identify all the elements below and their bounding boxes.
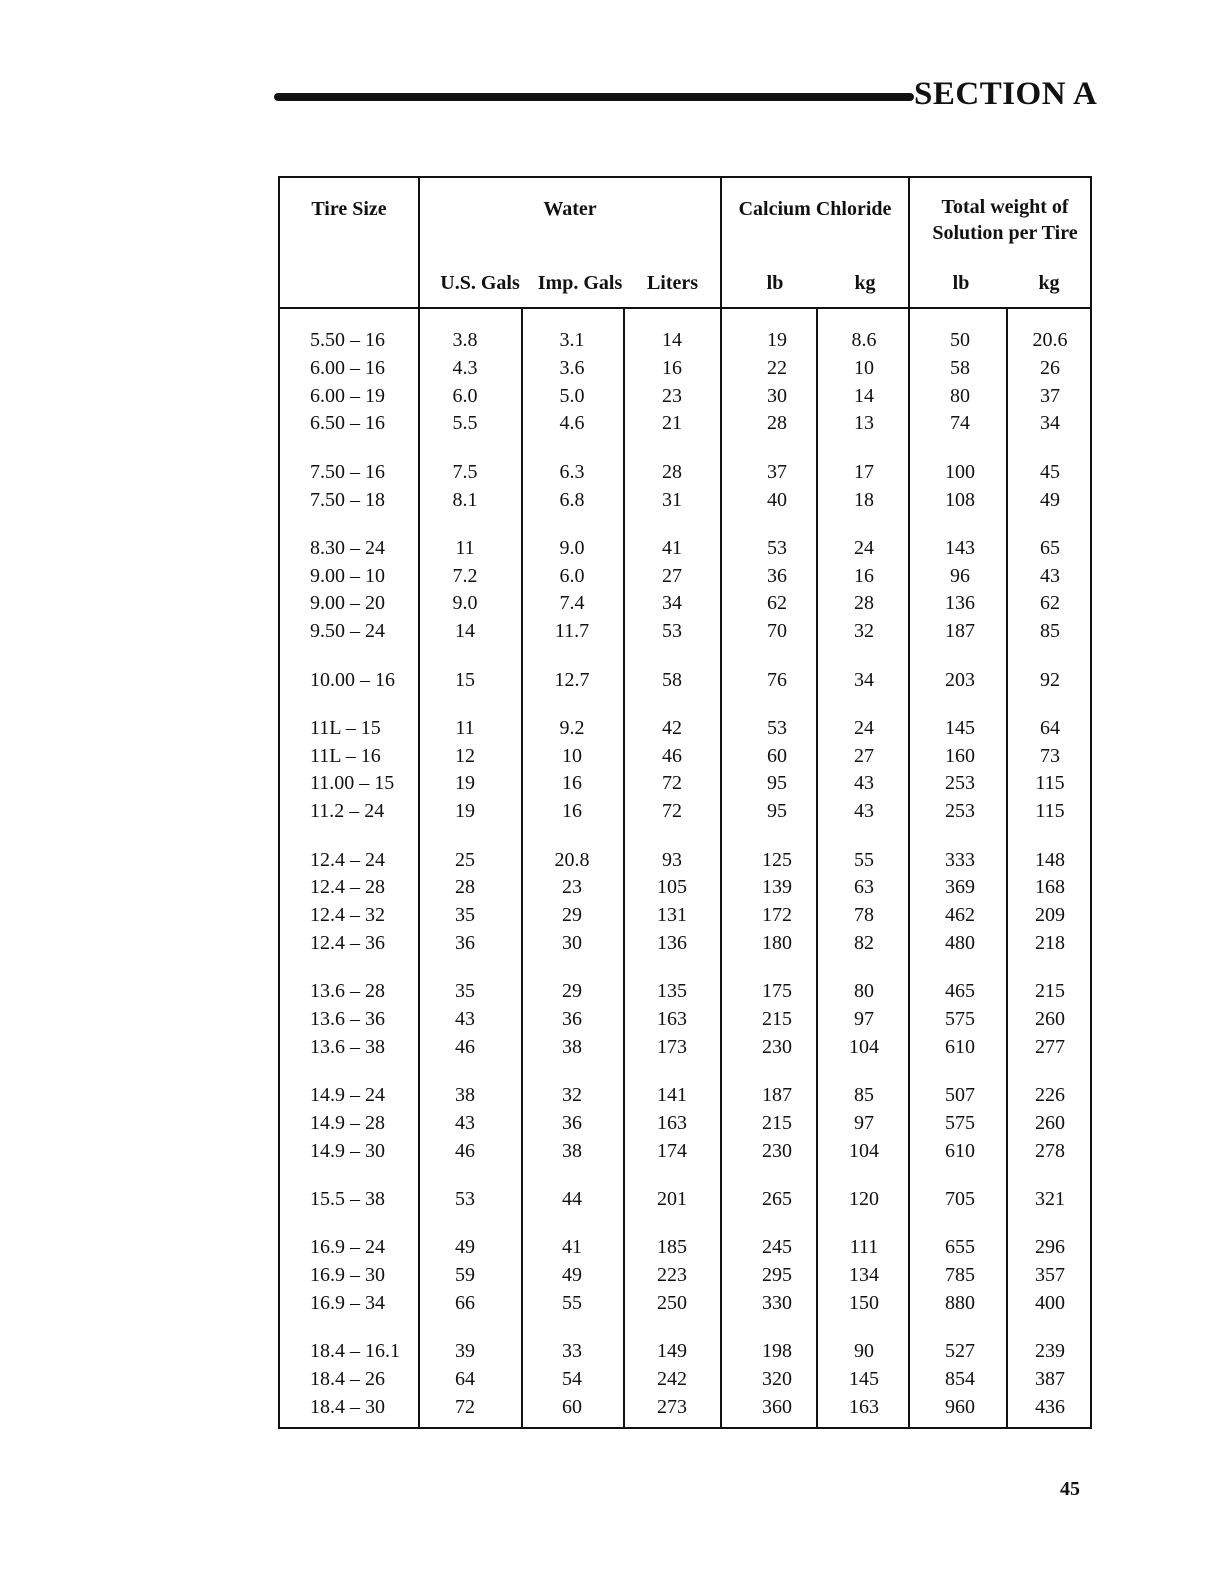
cc-kg-cell: 97 (854, 1008, 874, 1030)
us-gals-cell: 11 (455, 536, 475, 559)
cc-lb-cell: 30 (767, 384, 787, 407)
cc-lb-cell: 95 (767, 800, 787, 823)
imp-gals-cell: 3.6 (559, 356, 585, 379)
liters-cell: 41 (662, 536, 682, 559)
cc-kg-cell: 18 (854, 488, 874, 511)
tire-size-cell: 16.9 – 24 (310, 1236, 385, 1259)
liters-cell: 105 (657, 876, 687, 899)
liters-cell: 27 (662, 564, 682, 587)
cc-kg-cell: 145 (849, 1368, 879, 1390)
us-gals-cell: 3.8 (452, 329, 478, 351)
tw-lb-cell: 369 (945, 876, 975, 899)
imp-gals-cell: 9.2 (559, 716, 585, 739)
tire-size-cell: 18.4 – 30 (310, 1395, 385, 1418)
cc-kg-cell: 150 (849, 1291, 879, 1314)
cc-lb-cell: 28 (767, 412, 787, 435)
us-gals-cell: 72 (455, 1395, 475, 1418)
header-calcium-chloride: Calcium Chloride (738, 198, 892, 220)
us-gals-cell: 49 (455, 1236, 475, 1259)
cc-lb-cell: 36 (767, 564, 787, 587)
cc-lb-cell: 330 (762, 1291, 792, 1314)
cc-kg-cell: 8.6 (851, 329, 877, 351)
tw-lb-cell: 58 (950, 356, 970, 379)
cc-lb-cell: 180 (762, 931, 792, 954)
column-divider (908, 178, 910, 1427)
imp-gals-cell: 11.7 (554, 620, 590, 643)
tire-size-cell: 6.00 – 19 (310, 384, 385, 407)
tw-lb-cell: 96 (950, 564, 970, 587)
tire-size-cell: 7.50 – 18 (310, 488, 385, 511)
liters-cell: 93 (662, 848, 682, 871)
cc-lb-cell: 37 (767, 460, 787, 483)
tire-size-cell: 9.00 – 20 (310, 592, 385, 615)
tw-kg-cell: 37 (1040, 384, 1060, 407)
tw-lb-cell: 333 (945, 848, 975, 871)
tire-size-cell: 14.9 – 30 (310, 1139, 385, 1162)
header-cc-kg: kg (854, 272, 876, 294)
imp-gals-cell: 44 (562, 1188, 582, 1210)
tire-size-cell: 9.00 – 10 (310, 564, 385, 587)
liters-cell: 135 (657, 980, 687, 1003)
column-divider (521, 309, 523, 1427)
tire-size-cell: 9.50 – 24 (310, 620, 385, 643)
cc-lb-cell: 125 (762, 848, 792, 871)
cc-lb-cell: 53 (767, 536, 787, 559)
liters-cell: 149 (657, 1340, 687, 1363)
liters-cell: 42 (662, 716, 682, 739)
cc-lb-cell: 230 (762, 1139, 792, 1162)
liters-cell: 72 (662, 800, 682, 823)
cc-kg-cell: 97 (854, 1111, 874, 1134)
cc-lb-cell: 40 (767, 488, 787, 511)
us-gals-cell: 5.5 (452, 412, 478, 435)
tire-size-cell: 11L – 16 (310, 744, 381, 767)
us-gals-cell: 15 (455, 668, 475, 691)
liters-cell: 28 (662, 460, 682, 483)
cc-kg-cell: 85 (854, 1084, 874, 1107)
tire-size-cell: 18.4 – 16.1 (310, 1340, 400, 1363)
tire-size-cell: 15.5 – 38 (310, 1188, 385, 1210)
liters-cell: 23 (662, 384, 682, 407)
cc-kg-cell: 63 (854, 876, 874, 899)
tire-size-cell: 14.9 – 24 (310, 1084, 385, 1107)
tire-size-cell: 5.50 – 16 (310, 329, 385, 351)
header-tw-kg: kg (1038, 272, 1060, 294)
tw-lb-cell: 80 (950, 384, 970, 407)
tw-kg-cell: 278 (1035, 1139, 1065, 1162)
imp-gals-cell: 12.7 (554, 668, 590, 691)
tw-lb-cell: 880 (945, 1291, 975, 1314)
liters-cell: 174 (657, 1139, 687, 1162)
cc-lb-cell: 19 (767, 329, 787, 351)
tw-kg-cell: 209 (1035, 904, 1065, 927)
tw-lb-cell: 253 (945, 772, 975, 795)
imp-gals-cell: 20.8 (554, 848, 590, 871)
tw-kg-cell: 73 (1040, 744, 1060, 767)
liters-cell: 136 (657, 931, 687, 954)
imp-gals-cell: 60 (562, 1395, 582, 1418)
column-divider (623, 309, 625, 1427)
liters-cell: 72 (662, 772, 682, 795)
tire-size-cell: 6.50 – 16 (310, 412, 385, 435)
cc-kg-cell: 10 (854, 356, 874, 379)
tire-size-cell: 11.2 – 24 (310, 800, 385, 823)
tw-kg-cell: 296 (1035, 1236, 1065, 1259)
us-gals-cell: 35 (455, 980, 475, 1003)
tire-size-cell: 7.50 – 16 (310, 460, 385, 483)
cc-lb-cell: 360 (762, 1395, 792, 1418)
tw-kg-cell: 148 (1035, 848, 1065, 871)
cc-kg-cell: 28 (854, 592, 874, 615)
tw-kg-cell: 321 (1035, 1188, 1065, 1210)
cc-lb-cell: 76 (767, 668, 787, 691)
liters-cell: 58 (662, 668, 682, 691)
tw-kg-cell: 64 (1040, 716, 1060, 739)
tw-kg-cell: 20.6 (1032, 329, 1068, 351)
tw-lb-cell: 655 (945, 1236, 975, 1259)
imp-gals-cell: 23 (562, 876, 582, 899)
liters-cell: 53 (662, 620, 682, 643)
header-cc-lb: lb (766, 272, 784, 294)
imp-gals-cell: 3.1 (559, 329, 585, 351)
us-gals-cell: 64 (455, 1368, 475, 1390)
cc-kg-cell: 80 (854, 980, 874, 1003)
us-gals-cell: 6.0 (452, 384, 478, 407)
tw-lb-cell: 705 (945, 1188, 975, 1210)
cc-kg-cell: 24 (854, 536, 874, 559)
us-gals-cell: 59 (455, 1264, 475, 1287)
liters-cell: 21 (662, 412, 682, 435)
cc-kg-cell: 104 (849, 1035, 879, 1058)
liters-cell: 173 (657, 1035, 687, 1058)
tw-kg-cell: 115 (1035, 800, 1065, 823)
tw-kg-cell: 43 (1040, 564, 1060, 587)
imp-gals-cell: 29 (562, 980, 582, 1003)
cc-lb-cell: 295 (762, 1264, 792, 1287)
tw-lb-cell: 610 (945, 1035, 975, 1058)
tire-size-cell: 6.00 – 16 (310, 356, 385, 379)
tw-lb-cell: 527 (945, 1340, 975, 1363)
cc-kg-cell: 111 (849, 1236, 879, 1259)
liters-cell: 163 (657, 1008, 687, 1030)
tw-lb-cell: 100 (945, 460, 975, 483)
tw-kg-cell: 400 (1035, 1291, 1065, 1314)
us-gals-cell: 12 (455, 744, 475, 767)
tw-lb-cell: 575 (945, 1111, 975, 1134)
column-divider (720, 178, 722, 1427)
imp-gals-cell: 5.0 (559, 384, 585, 407)
cc-lb-cell: 320 (762, 1368, 792, 1390)
header-rule (274, 93, 914, 101)
liters-cell: 273 (657, 1395, 687, 1418)
liters-cell: 185 (657, 1236, 687, 1259)
imp-gals-cell: 33 (562, 1340, 582, 1363)
header-imp-gals: Imp. Gals (537, 272, 623, 294)
header-liters: Liters (646, 272, 699, 294)
cc-lb-cell: 245 (762, 1236, 792, 1259)
liters-cell: 31 (662, 488, 682, 511)
tw-lb-cell: 854 (945, 1368, 975, 1390)
imp-gals-cell: 29 (562, 904, 582, 927)
cc-kg-cell: 104 (849, 1139, 879, 1162)
tw-kg-cell: 62 (1040, 592, 1060, 615)
imp-gals-cell: 30 (562, 931, 582, 954)
us-gals-cell: 11 (455, 716, 475, 739)
cc-lb-cell: 95 (767, 772, 787, 795)
tw-lb-cell: 108 (945, 488, 975, 511)
us-gals-cell: 39 (455, 1340, 475, 1363)
tw-lb-cell: 462 (945, 904, 975, 927)
liters-cell: 250 (657, 1291, 687, 1314)
us-gals-cell: 7.2 (452, 564, 478, 587)
us-gals-cell: 8.1 (452, 488, 478, 511)
tw-kg-cell: 239 (1035, 1340, 1065, 1363)
tw-kg-cell: 34 (1040, 412, 1060, 435)
tw-lb-cell: 136 (945, 592, 975, 615)
cc-kg-cell: 27 (854, 744, 874, 767)
imp-gals-cell: 6.3 (559, 460, 585, 483)
us-gals-cell: 9.0 (452, 592, 478, 615)
tw-lb-cell: 253 (945, 800, 975, 823)
cc-kg-cell: 34 (854, 668, 874, 691)
tw-kg-cell: 387 (1035, 1368, 1065, 1390)
cc-lb-cell: 62 (767, 592, 787, 615)
header-tw-lb: lb (952, 272, 970, 294)
cc-kg-cell: 134 (849, 1264, 879, 1287)
tire-size-cell: 12.4 – 32 (310, 904, 385, 927)
tire-size-cell: 13.6 – 28 (310, 980, 385, 1003)
us-gals-cell: 46 (455, 1035, 475, 1058)
cc-lb-cell: 172 (762, 904, 792, 927)
tw-kg-cell: 357 (1035, 1264, 1065, 1287)
tw-kg-cell: 218 (1035, 931, 1065, 954)
section-title: SECTION A (914, 76, 1098, 112)
cc-lb-cell: 198 (762, 1340, 792, 1363)
cc-kg-cell: 17 (854, 460, 874, 483)
tw-kg-cell: 26 (1040, 356, 1060, 379)
tw-kg-cell: 45 (1040, 460, 1060, 483)
liters-cell: 201 (657, 1188, 687, 1210)
tw-kg-cell: 436 (1035, 1395, 1065, 1418)
liters-cell: 34 (662, 592, 682, 615)
imp-gals-cell: 16 (562, 800, 582, 823)
imp-gals-cell: 16 (562, 772, 582, 795)
cc-kg-cell: 43 (854, 800, 874, 823)
tire-size-cell: 12.4 – 24 (310, 848, 385, 871)
imp-gals-cell: 36 (562, 1008, 582, 1030)
tire-size-cell: 10.00 – 16 (310, 668, 395, 691)
imp-gals-cell: 9.0 (559, 536, 585, 559)
cc-kg-cell: 13 (854, 412, 874, 435)
us-gals-cell: 43 (455, 1008, 475, 1030)
liters-cell: 223 (657, 1264, 687, 1287)
cc-lb-cell: 230 (762, 1035, 792, 1058)
us-gals-cell: 25 (455, 848, 475, 871)
cc-kg-cell: 24 (854, 716, 874, 739)
imp-gals-cell: 54 (562, 1368, 582, 1390)
cc-lb-cell: 53 (767, 716, 787, 739)
cc-kg-cell: 55 (854, 848, 874, 871)
us-gals-cell: 19 (455, 772, 475, 795)
tw-lb-cell: 50 (950, 329, 970, 351)
imp-gals-cell: 38 (562, 1139, 582, 1162)
tw-lb-cell: 465 (945, 980, 975, 1003)
tw-lb-cell: 187 (945, 620, 975, 643)
cc-lb-cell: 215 (762, 1008, 792, 1030)
tw-lb-cell: 785 (945, 1264, 975, 1287)
us-gals-cell: 4.3 (452, 356, 478, 379)
us-gals-cell: 53 (455, 1188, 475, 1210)
cc-kg-cell: 120 (849, 1188, 879, 1210)
cc-lb-cell: 139 (762, 876, 792, 899)
tw-lb-cell: 480 (945, 931, 975, 954)
column-divider (1006, 309, 1008, 1427)
tw-kg-cell: 277 (1035, 1035, 1065, 1058)
tw-lb-cell: 74 (950, 412, 970, 435)
cc-kg-cell: 43 (854, 772, 874, 795)
tw-lb-cell: 960 (945, 1395, 975, 1418)
header-tire-size: Tire Size (311, 198, 387, 220)
cc-lb-cell: 70 (767, 620, 787, 643)
us-gals-cell: 66 (455, 1291, 475, 1314)
imp-gals-cell: 36 (562, 1111, 582, 1134)
imp-gals-cell: 38 (562, 1035, 582, 1058)
cc-lb-cell: 175 (762, 980, 792, 1003)
cc-kg-cell: 82 (854, 931, 874, 954)
tire-size-cell: 12.4 – 36 (310, 931, 385, 954)
cc-kg-cell: 14 (854, 384, 874, 407)
tw-lb-cell: 143 (945, 536, 975, 559)
cc-lb-cell: 187 (762, 1084, 792, 1107)
liters-cell: 131 (657, 904, 687, 927)
tw-kg-cell: 215 (1035, 980, 1065, 1003)
tire-size-cell: 18.4 – 26 (310, 1368, 385, 1390)
tw-lb-cell: 203 (945, 668, 975, 691)
us-gals-cell: 46 (455, 1139, 475, 1162)
cc-lb-cell: 265 (762, 1188, 792, 1210)
cc-kg-cell: 90 (854, 1340, 874, 1363)
imp-gals-cell: 41 (562, 1236, 582, 1259)
page-number: 45 (1060, 1478, 1080, 1500)
imp-gals-cell: 49 (562, 1264, 582, 1287)
tw-lb-cell: 610 (945, 1139, 975, 1162)
us-gals-cell: 28 (455, 876, 475, 899)
tw-kg-cell: 92 (1040, 668, 1060, 691)
imp-gals-cell: 6.8 (559, 488, 585, 511)
us-gals-cell: 19 (455, 800, 475, 823)
imp-gals-cell: 10 (562, 744, 582, 767)
tw-lb-cell: 145 (945, 716, 975, 739)
header-water: Water (543, 198, 597, 220)
tire-ballast-table (278, 176, 1092, 1429)
tw-lb-cell: 160 (945, 744, 975, 767)
tw-kg-cell: 260 (1035, 1111, 1065, 1134)
header-total-weight: Total weight of Solution per Tire (932, 196, 1078, 244)
tire-size-cell: 11.00 – 15 (310, 772, 395, 795)
tire-size-cell: 13.6 – 36 (310, 1008, 385, 1030)
cc-kg-cell: 16 (854, 564, 874, 587)
liters-cell: 46 (662, 744, 682, 767)
us-gals-cell: 7.5 (452, 460, 478, 483)
cc-kg-cell: 78 (854, 904, 874, 927)
cc-kg-cell: 163 (849, 1395, 879, 1418)
liters-cell: 163 (657, 1111, 687, 1134)
us-gals-cell: 14 (455, 620, 475, 643)
imp-gals-cell: 4.6 (559, 412, 585, 435)
tire-size-cell: 16.9 – 30 (310, 1264, 385, 1287)
tire-size-cell: 11L – 15 (310, 716, 381, 739)
us-gals-cell: 43 (455, 1111, 475, 1134)
tire-size-cell: 16.9 – 34 (310, 1291, 385, 1314)
tire-size-cell: 14.9 – 28 (310, 1111, 385, 1134)
tw-lb-cell: 507 (945, 1084, 975, 1107)
imp-gals-cell: 55 (562, 1291, 582, 1314)
us-gals-cell: 38 (455, 1084, 475, 1107)
tw-kg-cell: 49 (1040, 488, 1060, 511)
tw-kg-cell: 115 (1035, 772, 1065, 795)
header-divider (280, 307, 1090, 309)
tire-size-cell: 12.4 – 28 (310, 876, 385, 899)
tw-kg-cell: 65 (1040, 536, 1060, 559)
tw-kg-cell: 260 (1035, 1008, 1065, 1030)
us-gals-cell: 35 (455, 904, 475, 927)
imp-gals-cell: 32 (562, 1084, 582, 1107)
cc-kg-cell: 32 (854, 620, 874, 643)
liters-cell: 14 (662, 329, 682, 351)
liters-cell: 242 (657, 1368, 687, 1390)
imp-gals-cell: 7.4 (559, 592, 585, 615)
us-gals-cell: 36 (455, 931, 475, 954)
tw-kg-cell: 168 (1035, 876, 1065, 899)
cc-lb-cell: 215 (762, 1111, 792, 1134)
tire-size-cell: 8.30 – 24 (310, 536, 385, 559)
cc-lb-cell: 60 (767, 744, 787, 767)
imp-gals-cell: 6.0 (559, 564, 585, 587)
tw-lb-cell: 575 (945, 1008, 975, 1030)
liters-cell: 141 (657, 1084, 687, 1107)
tw-kg-cell: 226 (1035, 1084, 1065, 1107)
liters-cell: 16 (662, 356, 682, 379)
cc-lb-cell: 22 (767, 356, 787, 379)
tire-size-cell: 13.6 – 38 (310, 1035, 385, 1058)
tw-kg-cell: 85 (1040, 620, 1060, 643)
header-us-gals: U.S. Gals (440, 272, 520, 294)
